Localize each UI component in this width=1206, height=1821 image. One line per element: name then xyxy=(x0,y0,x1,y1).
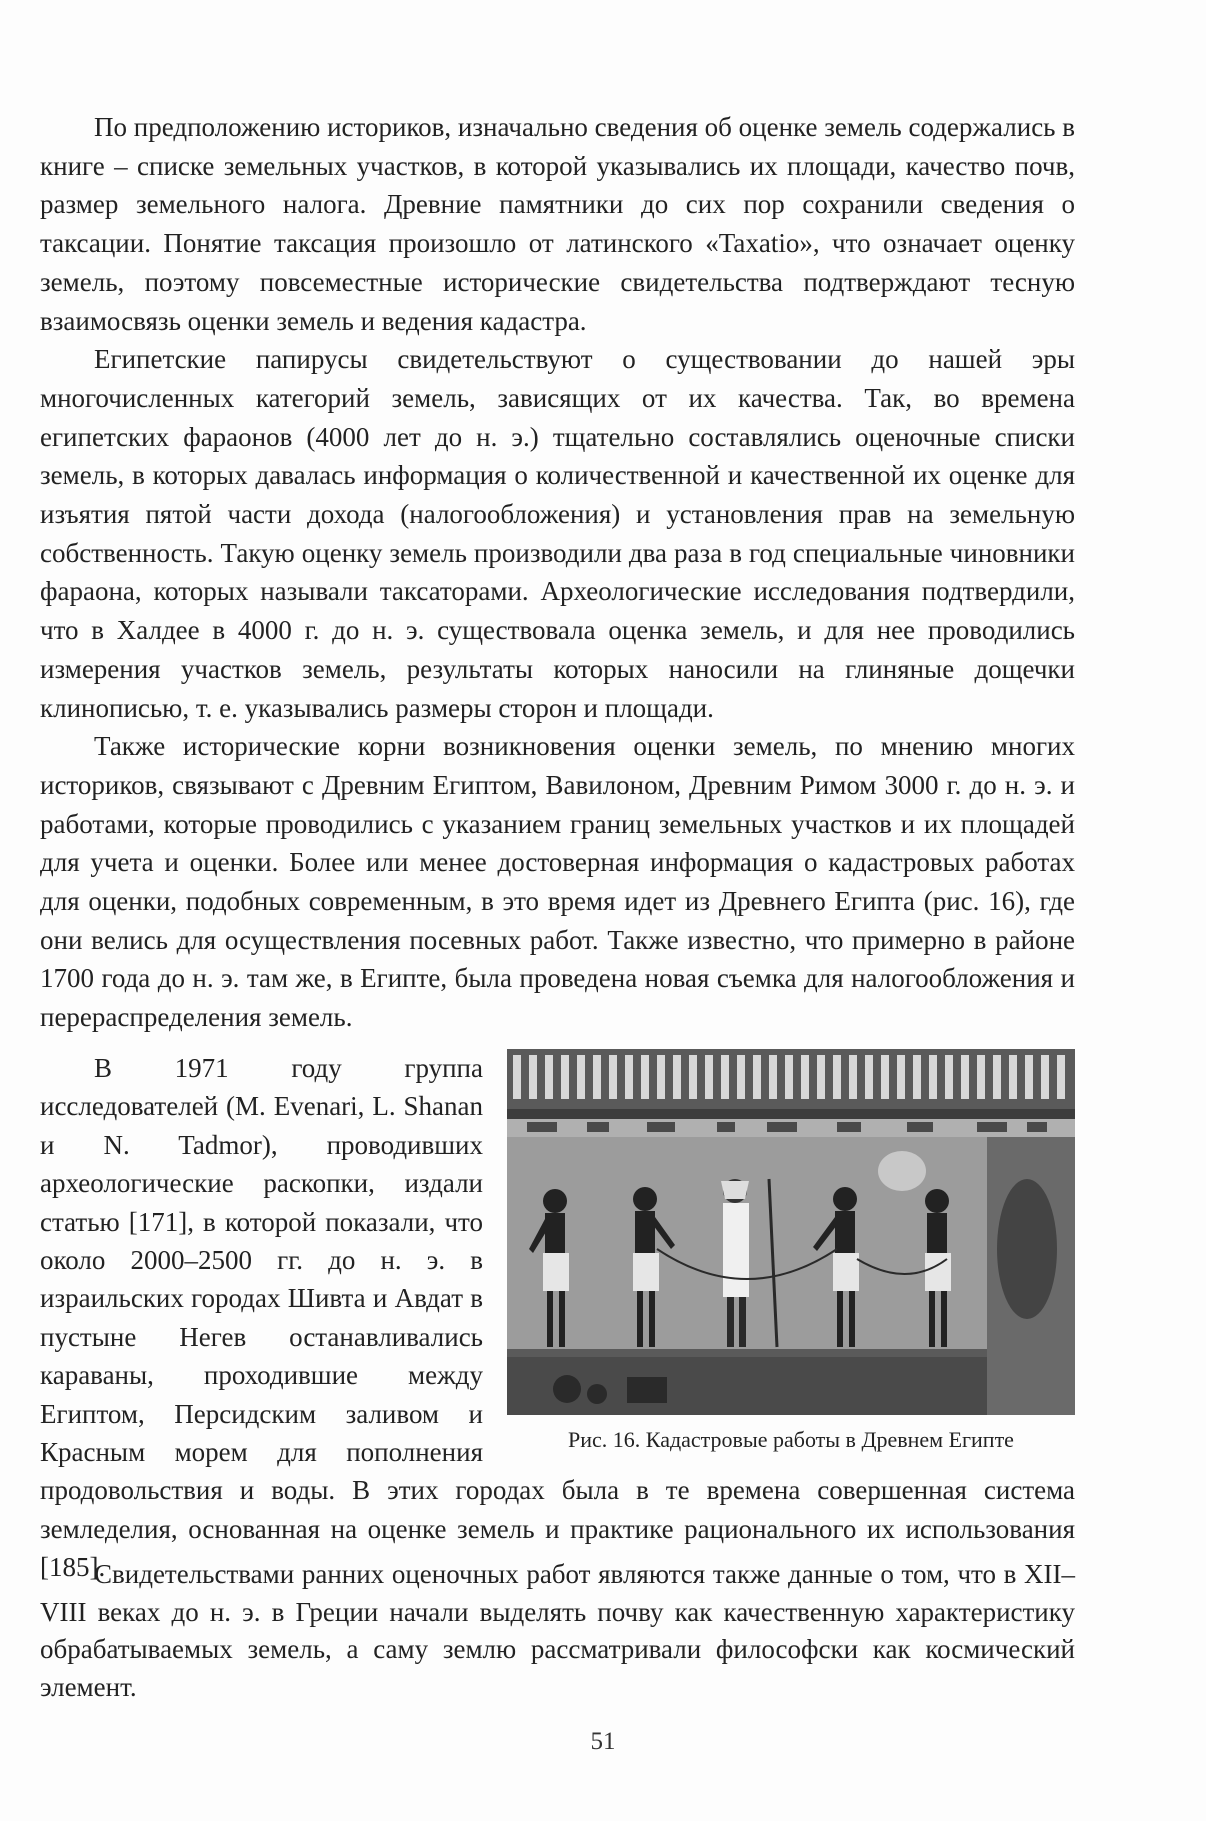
figure-wrap-section xyxy=(40,1049,1075,1587)
paragraph-2: Египетские папирусы свидетельствуют о существовании до нашей эры многочисленных категорий земель, зависящих от их качества. Так, во времена египетских фараонов (4000 лет до н. э.) тщательно составлялись оценочные списки земель, в которых давалась информация о количественной и качественной их оценке для изъятия пятой части дохода (налогообложения) и установления прав на земельную собственность. Такую оценку земель производили два раза в год специальные чиновники фараона, которых называли таксаторами. Археологические исследования подтвердили, что в Халдее в 4000 г. до н. э. существовала оценка земель, и для нее проводились измерения участков земель, результаты которых наносили на глиняные дощечки клинописью, т. е. указывались размеры сторон и площади. xyxy=(40,344,1075,723)
paragraph-4: В 1971 году группа исследователей (M. Evenari, L. Shanan и N. Tadmor), проводивших археологические раскопки, издали статью [171], в которой показали, что около 2000–2500 гг. до н. э. в израильских городах Шивта и Авдат в пустыне Негев останавливались караваны, проходившие между Египтом, Персидским заливом и Красным морем для пополнения продовольствия и воды. В этих городах была в те времена совершенная система земледелия, основанная на оценке земель и практике рационального их использования [185]. xyxy=(40,1053,1075,1583)
figure-16 xyxy=(507,1049,1075,1455)
paragraph-5: Свидетельствами ранних оценочных работ являются также данные о том, что в XII–VIII веках до н. э. в Греции начали выделять почву как качественную характеристику обрабатываемых земель, а саму землю рассматривали философски как космический элемент. xyxy=(40,1559,1075,1702)
paragraph-3: Также исторические корни возникновения оценки земель, по мнению многих историков, связывают с Древним Египтом, Вавилоном, Древним Римом 3000 г. до н. э. и работами, которые проводились с указанием границ земельных участков и их площадей для учета и оценки. Более или менее достоверная информация о кадастровых работах для оценки, подобных современным, в это время идет из Древнего Египта (рис. 16), где они велись для осуществления посевных работ. Также известно, что примерно в районе 1700 года до н. э. там же, в Египте, была проведена новая съемка для налогообложения и перераспределения земель. xyxy=(40,731,1075,1033)
paragraph-1: По предположению историков, изначально сведения об оценке земель содержались в книге – списке земельных участков, в которой указывались их площади, качество почв, размер земельного налога. Древние памятники до сих пор сохранили сведения о таксации. Понятие таксация произошло от латинского «Taxatio», что означает оценку земель, поэтому повсеместные исторические свидетельства подтверждают тесную взаимосвязь оценки земель и ведения кадастра. xyxy=(40,112,1075,336)
figure-caption: Рис. 16. Кадастровые работы в Древнем Египте xyxy=(568,1427,1014,1452)
upper-text-block xyxy=(40,108,1075,1037)
page-number: 51 xyxy=(590,1728,616,1755)
egyptian-fresco-image xyxy=(507,1049,1075,1415)
lower-text-block xyxy=(40,1556,1075,1706)
